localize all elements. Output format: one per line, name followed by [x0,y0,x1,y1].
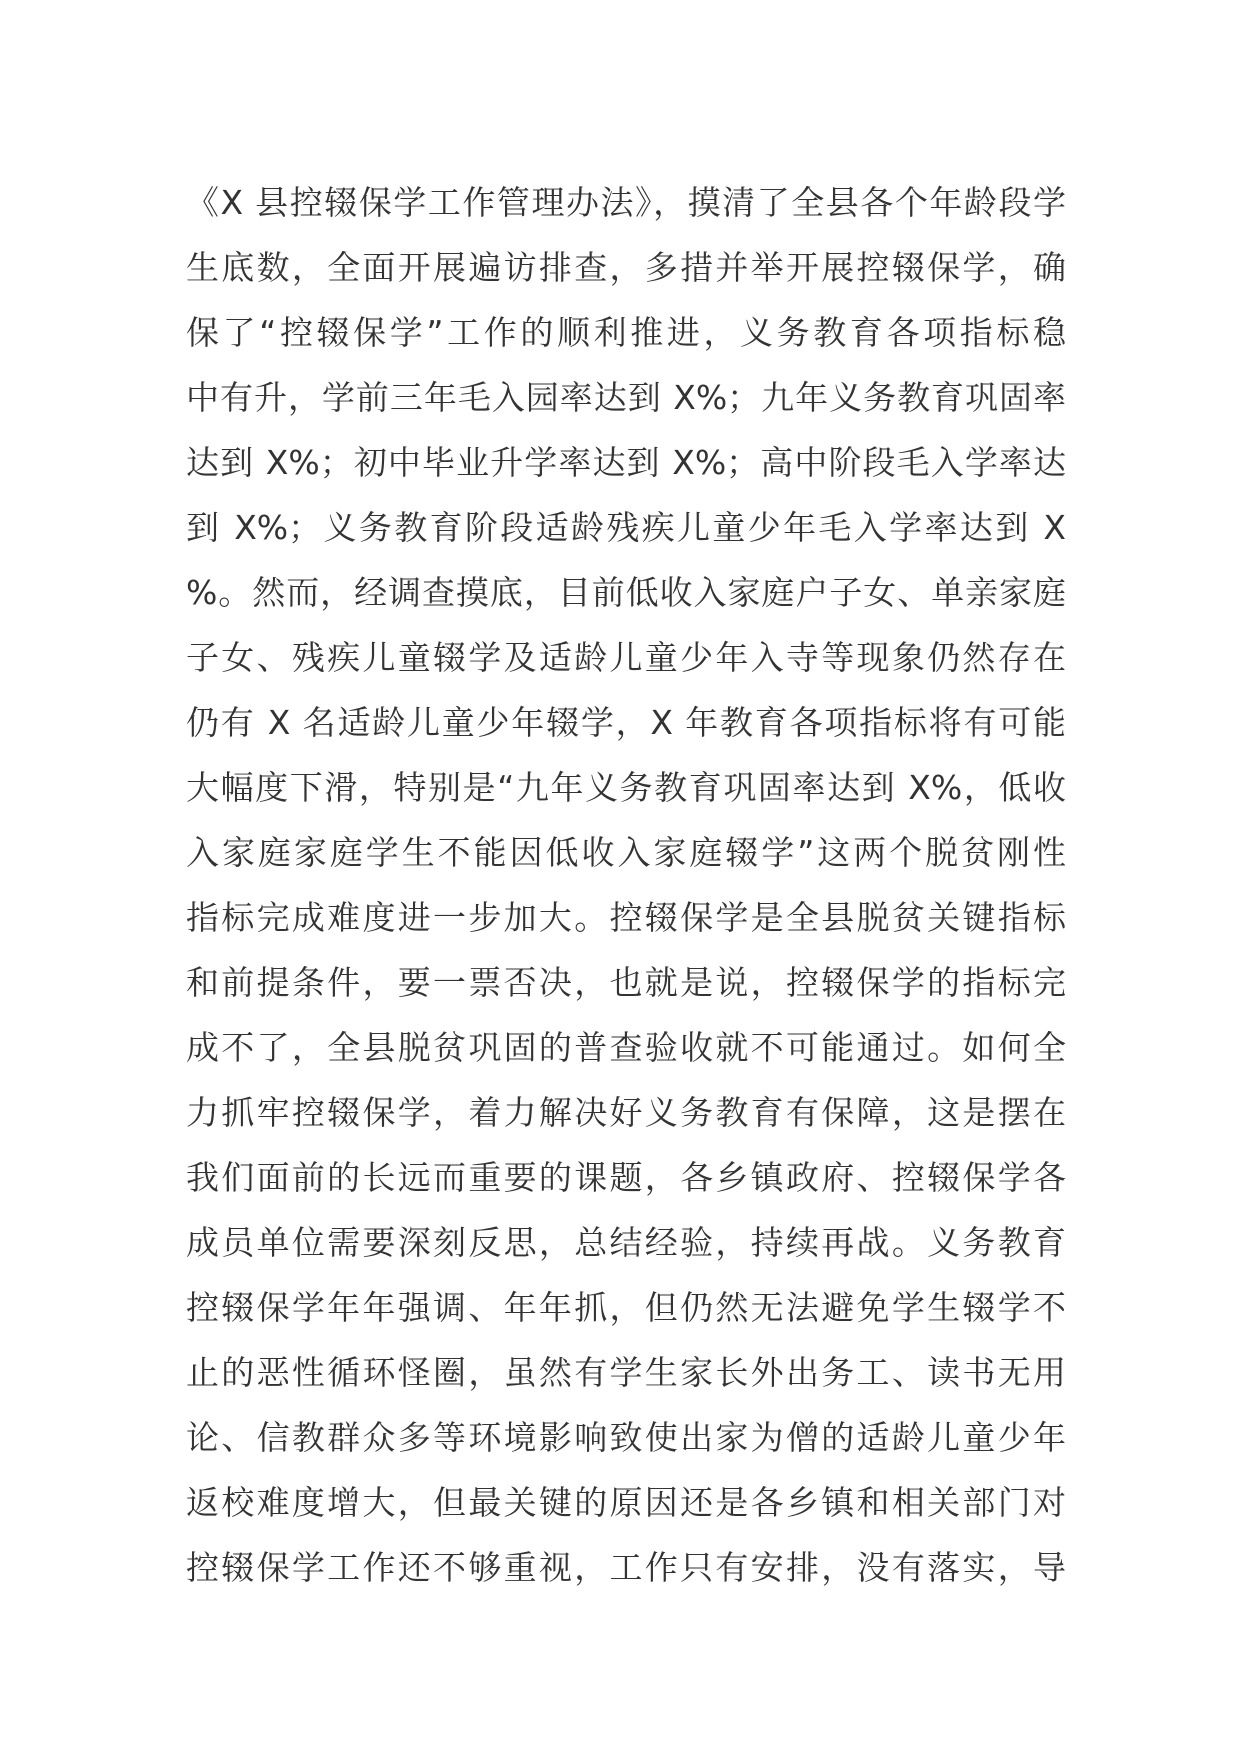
text-line: 到 X%；义务教育阶段适龄残疾儿童少年毛入学率达到 X [186,508,1066,547]
text-line: 保了“控辍保学”工作的顺利推进，义务教育各项指标稳 [186,313,1066,352]
text-line: 子女、残疾儿童辍学及适龄儿童少年入寺等现象仍然存在 [186,638,1066,677]
text-line: 控辍保学年年强调、年年抓，但仍然无法避免学生辍学不 [186,1288,1066,1327]
text-line: 指标完成难度进一步加大。控辍保学是全县脱贫关键指标 [186,898,1066,937]
text-line: 大幅度下滑，特别是“九年义务教育巩固率达到 X%，低收 [186,768,1066,807]
text-line: 论、信教群众多等环境影响致使出家为僧的适龄儿童少年 [186,1418,1066,1457]
text-line: 止的恶性循环怪圈，虽然有学生家长外出务工、读书无用 [186,1353,1066,1392]
text-line: 返校难度增大，但最关键的原因还是各乡镇和相关部门对 [186,1483,1066,1522]
text-line: 成不了，全县脱贫巩固的普查验收就不可能通过。如何全 [186,1028,1066,1067]
text-line: 成员单位需要深刻反思，总结经验，持续再战。义务教育 [186,1223,1066,1262]
text-line: 入家庭家庭学生不能因低收入家庭辍学”这两个脱贫刚性 [186,833,1066,872]
text-line: 力抓牢控辍保学，着力解决好义务教育有保障，这是摆在 [186,1093,1066,1132]
text-line: 我们面前的长远而重要的课题，各乡镇政府、控辍保学各 [186,1158,1066,1197]
text-line: 中有升，学前三年毛入园率达到 X%；九年义务教育巩固率 [186,378,1066,417]
body-paragraph [186,170,1066,1600]
text-line: 和前提条件，要一票否决，也就是说，控辍保学的指标完 [186,963,1066,1002]
text-line: 仍有 X 名适龄儿童少年辍学，X 年教育各项指标将有可能 [186,703,1066,742]
text-line: %。然而，经调查摸底，目前低收入家庭户子女、单亲家庭 [186,573,1066,612]
text-line: 控辍保学工作还不够重视，工作只有安排，没有落实，导 [186,1548,1066,1587]
text-line: 达到 X%；初中毕业升学率达到 X%；高中阶段毛入学率达 [186,443,1066,482]
text-line: 《X 县控辍保学工作管理办法》，摸清了全县各个年龄段学 [186,183,1066,222]
text-line: 生底数，全面开展遍访排查，多措并举开展控辍保学，确 [186,248,1066,287]
